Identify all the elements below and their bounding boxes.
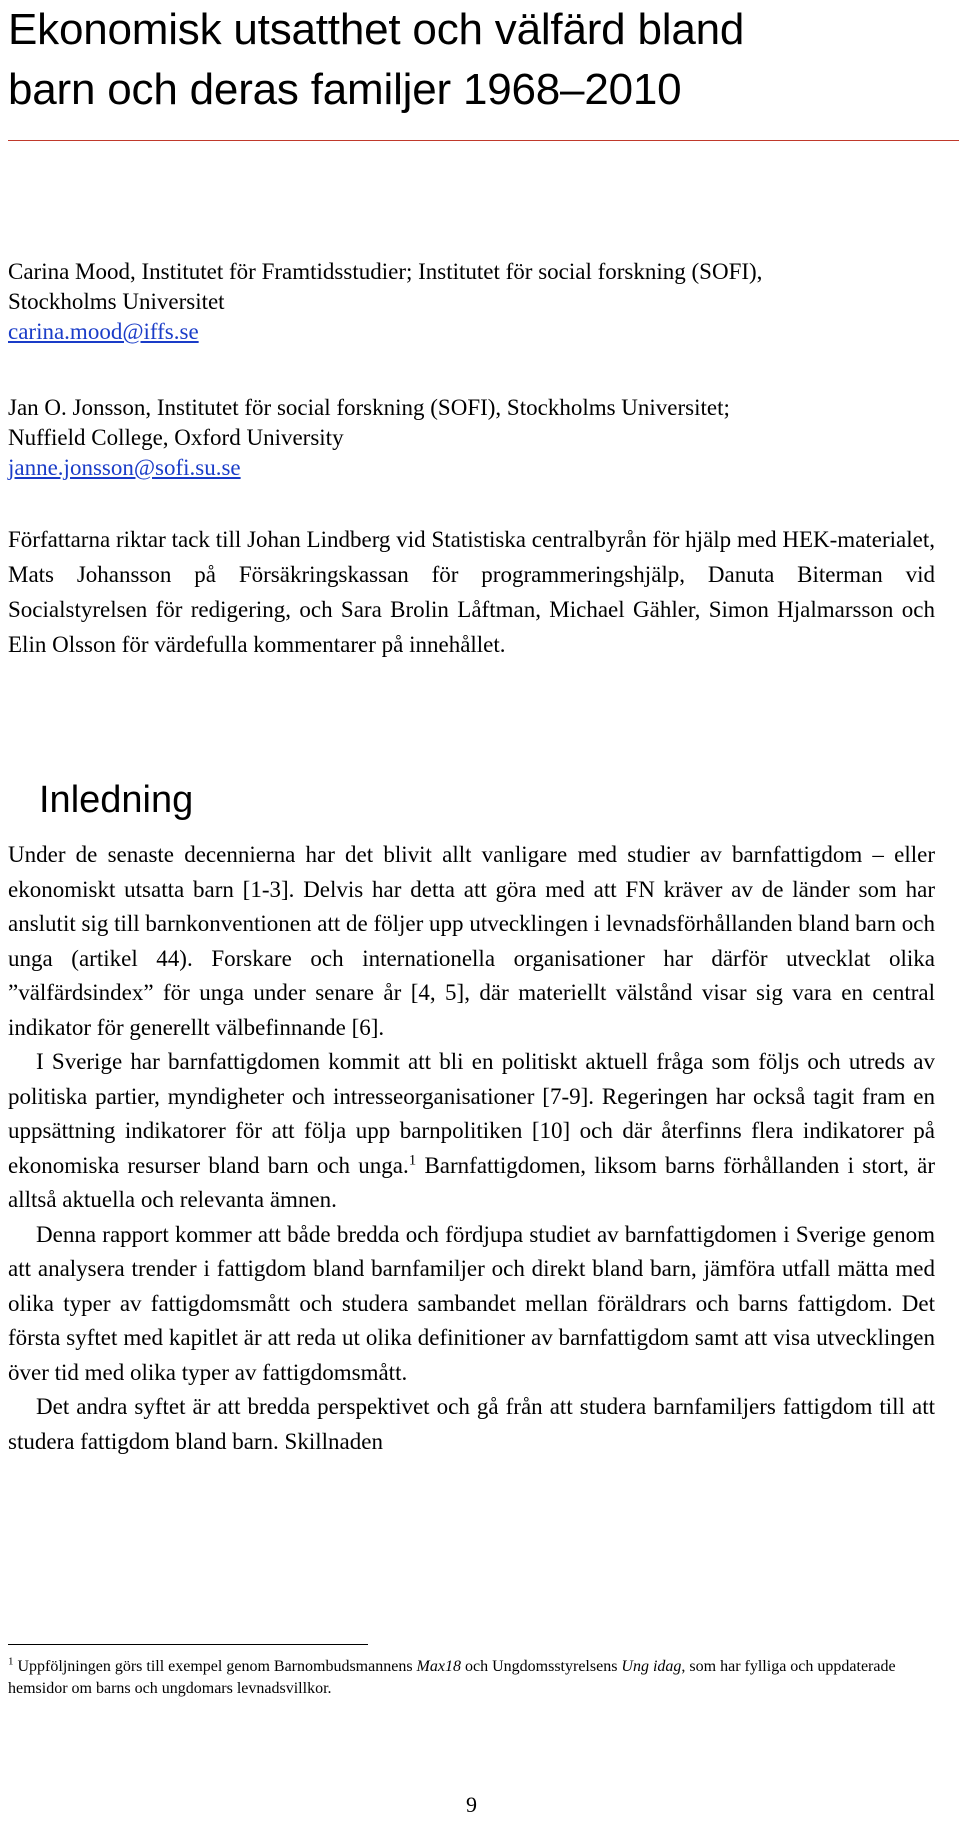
section-body <box>8 838 935 1459</box>
footnote-italic: Ung idag <box>621 1658 682 1675</box>
footnote <box>8 1656 935 1700</box>
document-page <box>8 0 935 1817</box>
title-line-2: barn och deras familjer 1968–2010 <box>8 65 682 114</box>
author-affiliation-line: Stockholms Universitet <box>8 289 225 314</box>
author-email-link[interactable]: carina.mood@iffs.se <box>8 319 199 344</box>
author-block-jonsson <box>8 393 935 483</box>
footnote-reference[interactable]: 1 <box>408 1151 417 1168</box>
footnote-italic: Max18 <box>416 1658 461 1675</box>
footnote-text: Uppföljningen görs till exempel genom Barnombudsmannens <box>17 1658 417 1675</box>
author-affiliation-line: Jan O. Jonsson, Institutet för social forskning (SOFI), Stockholms Universitet; <box>8 395 730 420</box>
title-divider <box>8 140 959 141</box>
body-paragraph <box>8 1045 935 1218</box>
footnote-text: och Ungdomsstyrelsens <box>460 1658 622 1675</box>
acknowledgement-paragraph: Författarna riktar tack till Johan Lindberg vid Statistiska centralbyrån för hjälp med HEK-materialet, Mats Johansson på Försäkringskassan för programmeringshjälp, Danuta Biterman vid Socialstyrelsen för redigering, och Sara Brolin Låftman, Michael Gähler, Simon Hjalmarsson och Elin Olsson för värdefulla kommentarer på innehållet. <box>8 527 935 657</box>
author-block-mood <box>8 257 935 347</box>
author-affiliation-line: Carina Mood, Institutet för Framtidsstudier; Institutet för social forskning (SOFI), <box>8 259 763 284</box>
paragraph-text: I Sverige har barnfattigdomen kommit att bli en politiskt aktuell fråga som följs och utreds av politiska partier, myndigheter och intresseorganisationer [7-9]. Regeringen har också tagit fram en uppsättning indikatorer för att följa upp barnpolitiken [10] och där återfinns flera indikatorer på ekonomiska resurser bland barn och unga. <box>8 1049 935 1178</box>
author-affiliation-line: Nuffield College, Oxford University <box>8 425 344 450</box>
body-paragraph: Denna rapport kommer att både bredda och fördjupa studiet av barnfattigdomen i Sverige genom att analysera trender i fattigdom bland barnfamiljer och direkt bland barn, jämföra utfall mätta med olika typer av fattigdomsmått och studera sambandet mellan föräldrars och barns fattigdom. Det första syftet med kapitlet är att reda ut olika definitioner av barnfattigdom samt att visa utvecklingen över tid med olika typer av fattigdomsmått. <box>8 1221 935 1385</box>
author-email-link[interactable]: janne.jonsson@sofi.su.se <box>8 455 241 480</box>
footnote-mark: 1 <box>8 1655 14 1668</box>
body-paragraph: Det andra syftet är att bredda perspektivet och gå från att studera barnfamiljers fattigdom till att studera fattigdom bland barn. Skillnaden <box>8 1394 935 1454</box>
footnote-divider <box>8 1644 368 1645</box>
paragraph-text: Barnfattigdomen, liksom barns förhållanden i stort, är alltså aktuella och relevanta ämnen. <box>8 1152 935 1212</box>
section-heading: Inledning <box>39 779 194 821</box>
page-number: 9 <box>466 1792 477 1817</box>
footnote-text: , som har fylliga och uppdaterade hemsidor om barns och ungdomars levnadsvillkor. <box>8 1658 896 1697</box>
title-line-1: Ekonomisk utsatthet och välfärd bland <box>8 5 745 54</box>
document-title <box>8 0 935 120</box>
body-paragraph: Under de senaste decennierna har det blivit allt vanligare med studier av barnfattigdom – eller ekonomiskt utsatta barn [1-3]. Delvis har detta att göra med att FN kräver av de länder som har anslutit sig till barnkonventionen att de följer upp utvecklingen i levnadsförhållanden bland barn och unga (artikel 44). Forskare och internationella organisationer har därför utvecklat olika ”välfärdsindex” för unga under senare år [4, 5], där materiellt välstånd visar sig vara en central indikator för generellt välbefinnande [6]. <box>8 842 935 1040</box>
